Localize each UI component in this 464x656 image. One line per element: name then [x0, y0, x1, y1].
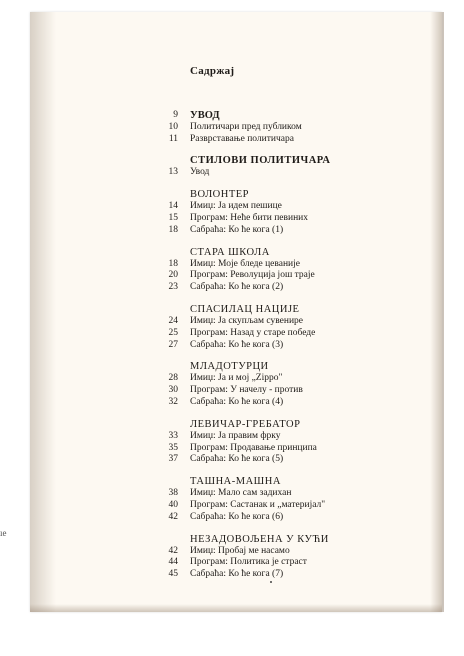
- print-speck: [270, 581, 272, 583]
- page-number: 18: [168, 224, 178, 235]
- toc-entry: [156, 110, 416, 122]
- binding-shadow: [30, 12, 56, 612]
- page-number: 35: [168, 442, 178, 453]
- page-number: 38: [168, 488, 178, 499]
- section-title: СТИЛОВИ ПОЛИТИЧАРА: [190, 155, 331, 167]
- entry-title: Сабраћа: Ко ће кога (3): [190, 339, 284, 350]
- page-number: 40: [168, 499, 178, 510]
- toc-entry: [156, 454, 416, 466]
- entry-title: Сабраћа: Ко ће кога (7): [190, 569, 284, 580]
- toc-entry: [156, 488, 416, 500]
- toc-section: [156, 110, 416, 145]
- section-title: ВОЛОНТЕР: [190, 189, 250, 201]
- page-number: 24: [168, 315, 178, 326]
- page-edge-right: [430, 12, 444, 612]
- page-number: 10: [168, 121, 178, 132]
- page-number: 42: [168, 511, 178, 522]
- page-number: 15: [168, 212, 178, 223]
- toc-section: [156, 188, 416, 236]
- toc-entry: [156, 122, 416, 134]
- page-number: 37: [168, 454, 178, 465]
- page-number: 25: [168, 327, 178, 338]
- toc-entry: [156, 340, 416, 352]
- entry-title: Имиџ: Пробај ме насамо: [190, 545, 290, 556]
- page-number: 30: [168, 385, 178, 396]
- page-number: 28: [168, 373, 178, 384]
- toc-entry: [156, 397, 416, 409]
- entry-title: Имиџ: Ја правим фрку: [190, 430, 281, 441]
- toc-section: [156, 360, 416, 408]
- entry-title: Програм: Револуција још траје: [190, 270, 315, 281]
- toc-entry: [156, 569, 416, 581]
- entry-title: Увод: [190, 167, 210, 178]
- toc-entry: [156, 557, 416, 569]
- section-title: НЕЗАДОВОЉЕНА У КУЋИ: [190, 533, 329, 545]
- entry-title: Имиџ: Мало сам задихан: [190, 488, 292, 499]
- toc-entry: [156, 134, 416, 146]
- toc-section: [156, 475, 416, 523]
- entry-title: Имиџ: Ја и мој „Zippo": [190, 373, 283, 384]
- page-number: 14: [168, 201, 178, 212]
- toc-entry: [156, 259, 416, 271]
- entry-title: Програм: Састанак и „материјал": [190, 499, 326, 510]
- toc-entry: [156, 201, 416, 213]
- section-title: СПАСИЛАЦ НАЦИЈЕ: [190, 303, 300, 315]
- page-number: 27: [168, 339, 178, 350]
- toc-entry: [156, 443, 416, 455]
- entry-title: Сабраћа: Ко ће кога (5): [190, 454, 284, 465]
- entry-title: Сабраћа: Ко ће кога (1): [190, 224, 284, 235]
- toc-section: [156, 533, 416, 581]
- entry-title: Програм: Продавање принципа: [190, 442, 317, 453]
- toc-entry: [156, 546, 416, 558]
- entry-title: Имиџ: Ја идем пешице: [190, 201, 282, 212]
- section-title: ЛЕВИЧАР-ГРЕБАТОР: [190, 418, 301, 430]
- section-title: СТАРА ШКОЛА: [190, 246, 270, 258]
- page-title: Садржај: [190, 65, 235, 77]
- page-number: 11: [168, 133, 178, 144]
- entry-title: Сабраћа: Ко ће кога (4): [190, 396, 284, 407]
- page-number: 13: [168, 167, 178, 178]
- entry-title: Имиџ: Моје бледе цеваније: [190, 258, 301, 269]
- section-title: ТАШНА-МАШНА: [190, 476, 281, 488]
- toc-entry: [156, 512, 416, 524]
- entry-title: Програм: Назад у старе победе: [190, 327, 316, 338]
- page-number: 23: [168, 282, 178, 293]
- toc-entry: [156, 328, 416, 340]
- page-number: 32: [168, 396, 178, 407]
- toc-entry: [156, 167, 416, 179]
- toc-entry: [156, 225, 416, 237]
- toc-entry: [156, 270, 416, 282]
- entry-title: Сабраћа: Ко ће кога (2): [190, 282, 284, 293]
- page-edge-bottom: [30, 604, 442, 612]
- page-number: 33: [168, 430, 178, 441]
- entry-title: Имиџ: Ја скупљам сувенире: [190, 315, 304, 326]
- section-title: МЛАДОТУРЦИ: [190, 361, 269, 373]
- entry-title: Политичари пред публиком: [190, 121, 302, 132]
- toc-entry: [156, 316, 416, 328]
- entry-title: Разврставање политичара: [190, 133, 294, 144]
- page-number: 45: [168, 569, 178, 580]
- toc-entry: [156, 385, 416, 397]
- toc-section: [156, 418, 416, 466]
- page-number: 20: [168, 270, 178, 281]
- toc-section: [156, 154, 416, 179]
- page-number: 42: [168, 545, 178, 556]
- toc-section: [156, 303, 416, 351]
- entry-title: Програм: Неће бити певиних: [190, 212, 308, 223]
- entry-title: Програм: У начелу - против: [190, 385, 303, 396]
- page-number: 9: [173, 110, 178, 120]
- entry-title: Програм: Политика је страст: [190, 557, 307, 568]
- toc-entry: [156, 282, 416, 294]
- entry-title: УВОД: [190, 110, 220, 121]
- entry-title: Сабраћа: Ко ће кога (6): [190, 511, 284, 522]
- page-number: 18: [168, 258, 178, 269]
- toc-section: [156, 246, 416, 294]
- toc-entry: [156, 373, 416, 385]
- toc-entry: [156, 213, 416, 225]
- page-number: 44: [168, 557, 178, 568]
- toc-entry: [156, 500, 416, 512]
- table-of-contents: [156, 110, 416, 590]
- margin-text-fragment: ıе: [0, 528, 7, 538]
- toc-entry: [156, 431, 416, 443]
